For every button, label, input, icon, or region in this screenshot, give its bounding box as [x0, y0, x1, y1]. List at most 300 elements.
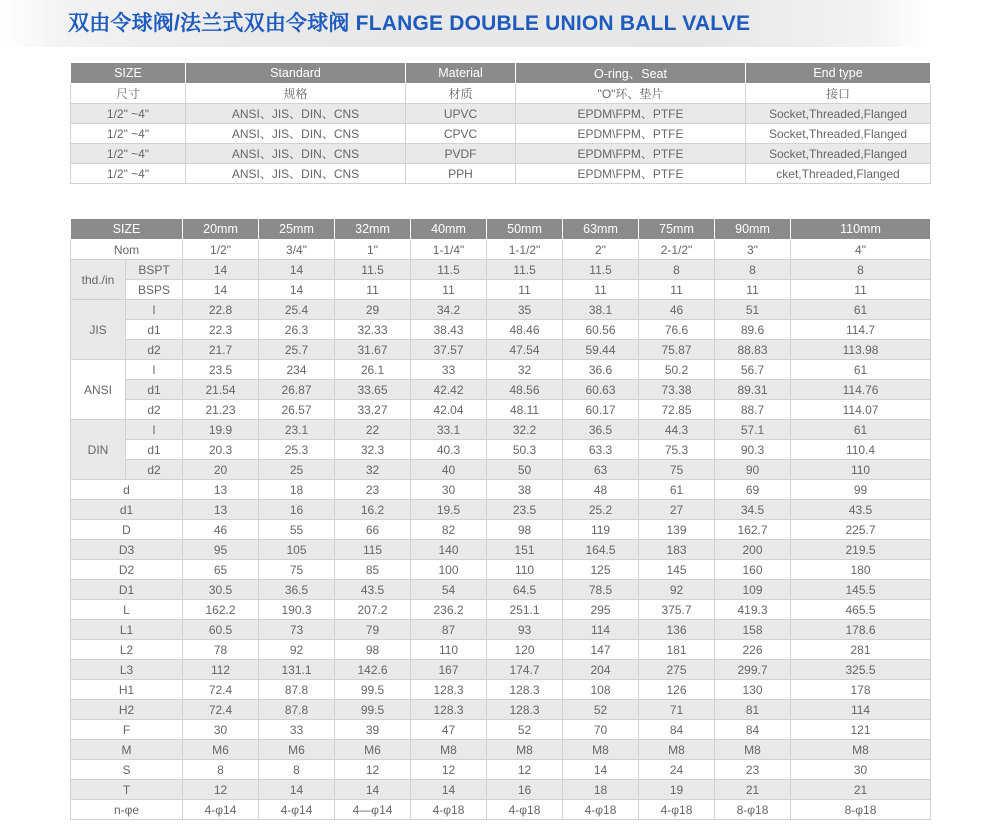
table-cell: 48: [563, 480, 639, 500]
table-row: [71, 420, 931, 440]
row-label: L2: [71, 640, 183, 660]
column-header: SIZE: [71, 63, 186, 84]
row-label: d1: [126, 320, 183, 340]
table-cell: 73: [259, 620, 335, 640]
table-cell: 3/4": [259, 240, 335, 260]
table-cell: 30: [183, 720, 259, 740]
table-cell: 52: [563, 700, 639, 720]
table-cell: 60.63: [563, 380, 639, 400]
table-cell: 178.6: [791, 620, 931, 640]
table-cell: 113.98: [791, 340, 931, 360]
table-cell: 25.3: [259, 440, 335, 460]
column-header: 90mm: [715, 219, 791, 240]
table-cell: 1/2" ~4": [71, 124, 186, 144]
table-cell: 14: [335, 780, 411, 800]
table-cell: 8-φ18: [791, 800, 931, 820]
table-row: [71, 360, 931, 380]
table-cell: 43.5: [335, 580, 411, 600]
table-cell: 114: [791, 700, 931, 720]
table-cell: 114: [563, 620, 639, 640]
table-cell: 90.3: [715, 440, 791, 460]
table-cell: 22.3: [183, 320, 259, 340]
table-cell: 1-1/2": [487, 240, 563, 260]
table-row: [71, 260, 931, 280]
table-cell: 14: [259, 280, 335, 300]
table-cell: 88.7: [715, 400, 791, 420]
table-cell: 130: [715, 680, 791, 700]
table-cell: 167: [411, 660, 487, 680]
table-cell: 114.07: [791, 400, 931, 420]
table-cell: PPH: [406, 164, 516, 184]
table-cell: 1": [335, 240, 411, 260]
table-cell: 119: [563, 520, 639, 540]
row-label: L1: [71, 620, 183, 640]
column-header: 75mm: [639, 219, 715, 240]
table-cell: 32.2: [487, 420, 563, 440]
table-cell: 61: [639, 480, 715, 500]
table-cell: 98: [335, 640, 411, 660]
table-cell: 11: [487, 280, 563, 300]
table-cell: 100: [411, 560, 487, 580]
table-cell: 47.54: [487, 340, 563, 360]
table-row: [71, 440, 931, 460]
table-cell: 13: [183, 480, 259, 500]
table-row: [71, 124, 931, 144]
table-cell: 19.5: [411, 500, 487, 520]
table-cell: 1/2" ~4": [71, 164, 186, 184]
table-row: [71, 740, 931, 760]
table-cell: 174.7: [487, 660, 563, 680]
table-row: [71, 300, 931, 320]
table-cell: 11: [715, 280, 791, 300]
column-subheader: 规格: [186, 84, 406, 104]
table-cell: 251.1: [487, 600, 563, 620]
table-cell: PVDF: [406, 144, 516, 164]
row-label: H2: [71, 700, 183, 720]
row-label: D3: [71, 540, 183, 560]
column-header: Material: [406, 63, 516, 84]
table-cell: 21: [791, 780, 931, 800]
table-cell: 99.5: [335, 680, 411, 700]
table-cell: 4-φ18: [563, 800, 639, 820]
table-cell: 114.7: [791, 320, 931, 340]
row-label: d2: [126, 400, 183, 420]
table-cell: 11.5: [335, 260, 411, 280]
table-cell: M6: [259, 740, 335, 760]
row-label: l: [126, 300, 183, 320]
table-cell: 8: [791, 260, 931, 280]
table-cell: 11: [639, 280, 715, 300]
group-label: JIS: [71, 300, 126, 360]
table-cell: 23: [715, 760, 791, 780]
table-cell: 38.1: [563, 300, 639, 320]
table-row: [71, 500, 931, 520]
table-cell: 92: [259, 640, 335, 660]
table-cell: 121: [791, 720, 931, 740]
table-cell: 44.3: [639, 420, 715, 440]
table-cell: 105: [259, 540, 335, 560]
table-cell: 60.56: [563, 320, 639, 340]
table-cell: 160: [715, 560, 791, 580]
table-cell: 14: [259, 780, 335, 800]
table-cell: 108: [563, 680, 639, 700]
table-cell: 33.1: [411, 420, 487, 440]
table-cell: 8: [259, 760, 335, 780]
table-cell: ANSI、JIS、DIN、CNS: [186, 124, 406, 144]
table-cell: 4-φ14: [183, 800, 259, 820]
table-cell: 139: [639, 520, 715, 540]
table-cell: 128.3: [487, 680, 563, 700]
table-cell: 2-1/2": [639, 240, 715, 260]
table-row: [71, 280, 931, 300]
table-cell: 61: [791, 300, 931, 320]
table-cell: 110: [411, 640, 487, 660]
table-cell: 25.7: [259, 340, 335, 360]
table-cell: 4—φ14: [335, 800, 411, 820]
table-cell: 33: [259, 720, 335, 740]
table-cell: 36.6: [563, 360, 639, 380]
table-cell: 26.3: [259, 320, 335, 340]
table-cell: 14: [183, 280, 259, 300]
table-row: [71, 620, 931, 640]
row-label: H1: [71, 680, 183, 700]
table-cell: EPDM\FPM、PTFE: [516, 164, 746, 184]
table-cell: 8: [715, 260, 791, 280]
table-row: [71, 600, 931, 620]
table-cell: UPVC: [406, 104, 516, 124]
table-cell: 47: [411, 720, 487, 740]
table-cell: 21.54: [183, 380, 259, 400]
table-cell: 30: [791, 760, 931, 780]
table-cell: 37.57: [411, 340, 487, 360]
table-cell: 31.67: [335, 340, 411, 360]
table-cell: 79: [335, 620, 411, 640]
table-cell: 87.8: [259, 700, 335, 720]
row-label: D1: [71, 580, 183, 600]
table-cell: 64.5: [487, 580, 563, 600]
table-cell: 89.6: [715, 320, 791, 340]
table-cell: 281: [791, 640, 931, 660]
table-cell: cket,Threaded,Flanged: [746, 164, 931, 184]
table-cell: 95: [183, 540, 259, 560]
table-cell: 61: [791, 360, 931, 380]
table-cell: 16: [259, 500, 335, 520]
table-cell: 164.5: [563, 540, 639, 560]
table-cell: 18: [563, 780, 639, 800]
table-cell: 82: [411, 520, 487, 540]
table-cell: 22.8: [183, 300, 259, 320]
table-cell: 42.04: [411, 400, 487, 420]
table-cell: 204: [563, 660, 639, 680]
table-cell: 4-φ18: [487, 800, 563, 820]
table-cell: 85: [335, 560, 411, 580]
table-cell: 14: [259, 260, 335, 280]
table-cell: 226: [715, 640, 791, 660]
table-cell: 140: [411, 540, 487, 560]
table-cell: 33: [411, 360, 487, 380]
table-cell: 16: [487, 780, 563, 800]
table-cell: 114.76: [791, 380, 931, 400]
table-cell: 145.5: [791, 580, 931, 600]
table-row: [71, 640, 931, 660]
table-cell: 120: [487, 640, 563, 660]
column-header: 25mm: [259, 219, 335, 240]
row-label: T: [71, 780, 183, 800]
table-cell: 147: [563, 640, 639, 660]
table-cell: 89.31: [715, 380, 791, 400]
table-cell: 81: [715, 700, 791, 720]
spec-subheader-row: [71, 84, 931, 104]
column-header: 20mm: [183, 219, 259, 240]
table-row: [71, 780, 931, 800]
column-header: Standard: [186, 63, 406, 84]
row-label: BSPS: [126, 280, 183, 300]
table-cell: 145: [639, 560, 715, 580]
table-cell: 180: [791, 560, 931, 580]
table-row: [71, 800, 931, 820]
row-label: d1: [71, 500, 183, 520]
table-row: [71, 460, 931, 480]
table-cell: 46: [639, 300, 715, 320]
column-subheader: 尺寸: [71, 84, 186, 104]
table-row: [71, 164, 931, 184]
table-cell: 88.83: [715, 340, 791, 360]
table-cell: 8-φ18: [715, 800, 791, 820]
table-cell: 125: [563, 560, 639, 580]
table-cell: 98: [487, 520, 563, 540]
column-header: End type: [746, 63, 931, 84]
table-cell: 75: [639, 460, 715, 480]
column-header: 32mm: [335, 219, 411, 240]
table-cell: 32.33: [335, 320, 411, 340]
spec-table-body: [71, 63, 931, 184]
table-cell: 178: [791, 680, 931, 700]
column-header: SIZE: [71, 219, 183, 240]
table-cell: 14: [183, 260, 259, 280]
table-cell: 115: [335, 540, 411, 560]
table-cell: M6: [335, 740, 411, 760]
row-label: BSPT: [126, 260, 183, 280]
column-header: 110mm: [791, 219, 931, 240]
table-cell: 46: [183, 520, 259, 540]
table-row: [71, 700, 931, 720]
table-cell: 75.87: [639, 340, 715, 360]
table-cell: Socket,Threaded,Flanged: [746, 104, 931, 124]
table-cell: 70: [563, 720, 639, 740]
table-cell: 190.3: [259, 600, 335, 620]
table-cell: 99: [791, 480, 931, 500]
table-row: [71, 400, 931, 420]
table-cell: 78.5: [563, 580, 639, 600]
table-cell: 38.43: [411, 320, 487, 340]
table-cell: 30.5: [183, 580, 259, 600]
table-cell: 61: [791, 420, 931, 440]
table-cell: 54: [411, 580, 487, 600]
table-cell: 295: [563, 600, 639, 620]
table-cell: M8: [791, 740, 931, 760]
table-cell: 63.3: [563, 440, 639, 460]
table-cell: 84: [715, 720, 791, 740]
table-cell: 72.4: [183, 680, 259, 700]
table-cell: 25.2: [563, 500, 639, 520]
table-cell: 110: [791, 460, 931, 480]
row-label: l: [126, 360, 183, 380]
table-cell: 14: [563, 760, 639, 780]
table-cell: 75: [259, 560, 335, 580]
table-cell: 128.3: [487, 700, 563, 720]
table-cell: 207.2: [335, 600, 411, 620]
table-cell: 25: [259, 460, 335, 480]
row-label: d2: [126, 460, 183, 480]
table-cell: 1-1/4": [411, 240, 487, 260]
table-cell: 52: [487, 720, 563, 740]
table-cell: 109: [715, 580, 791, 600]
table-cell: 21.7: [183, 340, 259, 360]
column-header: O-ring、Seat: [516, 63, 746, 84]
table-cell: 36.5: [259, 580, 335, 600]
table-cell: 93: [487, 620, 563, 640]
dimension-table: [70, 218, 931, 820]
row-label: n-φe: [71, 800, 183, 820]
table-cell: 57.1: [715, 420, 791, 440]
table-cell: 92: [639, 580, 715, 600]
table-cell: 32: [335, 460, 411, 480]
table-row: [71, 104, 931, 124]
table-cell: 4-φ14: [259, 800, 335, 820]
table-cell: 35: [487, 300, 563, 320]
column-header: 50mm: [487, 219, 563, 240]
table-cell: 8: [183, 760, 259, 780]
table-cell: 142.6: [335, 660, 411, 680]
table-cell: 11: [335, 280, 411, 300]
table-cell: 225.7: [791, 520, 931, 540]
table-cell: 66: [335, 520, 411, 540]
table-cell: 8: [639, 260, 715, 280]
table-cell: 56.7: [715, 360, 791, 380]
table-cell: 71: [639, 700, 715, 720]
table-cell: 21.23: [183, 400, 259, 420]
spec-table: [70, 62, 931, 184]
table-cell: EPDM\FPM、PTFE: [516, 104, 746, 124]
table-cell: 11: [791, 280, 931, 300]
table-row: [71, 480, 931, 500]
table-cell: 87.8: [259, 680, 335, 700]
table-row: [71, 144, 931, 164]
table-cell: 72.85: [639, 400, 715, 420]
group-label: DIN: [71, 420, 126, 480]
column-subheader: "O"环、垫片: [516, 84, 746, 104]
table-cell: 36.5: [563, 420, 639, 440]
table-cell: 181: [639, 640, 715, 660]
row-label: M: [71, 740, 183, 760]
table-cell: 60.5: [183, 620, 259, 640]
table-cell: 23.1: [259, 420, 335, 440]
table-cell: 84: [639, 720, 715, 740]
table-cell: 20.3: [183, 440, 259, 460]
table-cell: EPDM\FPM、PTFE: [516, 124, 746, 144]
table-cell: ANSI、JIS、DIN、CNS: [186, 164, 406, 184]
table-cell: 219.5: [791, 540, 931, 560]
table-cell: 32.3: [335, 440, 411, 460]
table-cell: 87: [411, 620, 487, 640]
table-cell: 69: [715, 480, 791, 500]
table-cell: 99.5: [335, 700, 411, 720]
table-cell: 90: [715, 460, 791, 480]
table-cell: 32: [487, 360, 563, 380]
table-cell: 128.3: [411, 700, 487, 720]
table-cell: 4-φ18: [639, 800, 715, 820]
table-cell: 14: [411, 780, 487, 800]
table-cell: 21: [715, 780, 791, 800]
row-label: d1: [126, 380, 183, 400]
table-cell: 1/2" ~4": [71, 144, 186, 164]
table-cell: 23.5: [487, 500, 563, 520]
table-cell: 4-φ18: [411, 800, 487, 820]
column-subheader: 接口: [746, 84, 931, 104]
table-cell: 275: [639, 660, 715, 680]
table-cell: 12: [335, 760, 411, 780]
group-label: ANSI: [71, 360, 126, 420]
row-label: l: [126, 420, 183, 440]
table-cell: 50: [487, 460, 563, 480]
table-cell: 200: [715, 540, 791, 560]
table-cell: 25.4: [259, 300, 335, 320]
table-cell: M8: [639, 740, 715, 760]
table-cell: 234: [259, 360, 335, 380]
table-cell: 158: [715, 620, 791, 640]
table-cell: 19.9: [183, 420, 259, 440]
table-cell: 110: [487, 560, 563, 580]
table-cell: 39: [335, 720, 411, 740]
table-row: [71, 380, 931, 400]
table-row: [71, 540, 931, 560]
table-cell: 19: [639, 780, 715, 800]
table-cell: ANSI、JIS、DIN、CNS: [186, 104, 406, 124]
table-cell: 465.5: [791, 600, 931, 620]
table-row: [71, 720, 931, 740]
table-cell: 151: [487, 540, 563, 560]
table-cell: 26.1: [335, 360, 411, 380]
table-cell: 131.1: [259, 660, 335, 680]
table-cell: 13: [183, 500, 259, 520]
table-row: [71, 760, 931, 780]
row-label: D2: [71, 560, 183, 580]
table-row: [71, 520, 931, 540]
table-cell: 75.3: [639, 440, 715, 460]
table-cell: CPVC: [406, 124, 516, 144]
table-cell: 27: [639, 500, 715, 520]
table-cell: 1/2" ~4": [71, 104, 186, 124]
table-cell: EPDM\FPM、PTFE: [516, 144, 746, 164]
table-cell: 3": [715, 240, 791, 260]
table-cell: 236.2: [411, 600, 487, 620]
table-cell: 375.7: [639, 600, 715, 620]
row-label: F: [71, 720, 183, 740]
table-cell: 76.6: [639, 320, 715, 340]
table-cell: 162.7: [715, 520, 791, 540]
table-cell: 136: [639, 620, 715, 640]
table-cell: 4": [791, 240, 931, 260]
table-cell: 112: [183, 660, 259, 680]
table-cell: 78: [183, 640, 259, 660]
table-cell: Socket,Threaded,Flanged: [746, 124, 931, 144]
table-row: [71, 240, 931, 260]
table-cell: 11: [411, 280, 487, 300]
group-label: thd./in: [71, 260, 126, 300]
table-cell: ANSI、JIS、DIN、CNS: [186, 144, 406, 164]
table-cell: 325.5: [791, 660, 931, 680]
column-header: 40mm: [411, 219, 487, 240]
